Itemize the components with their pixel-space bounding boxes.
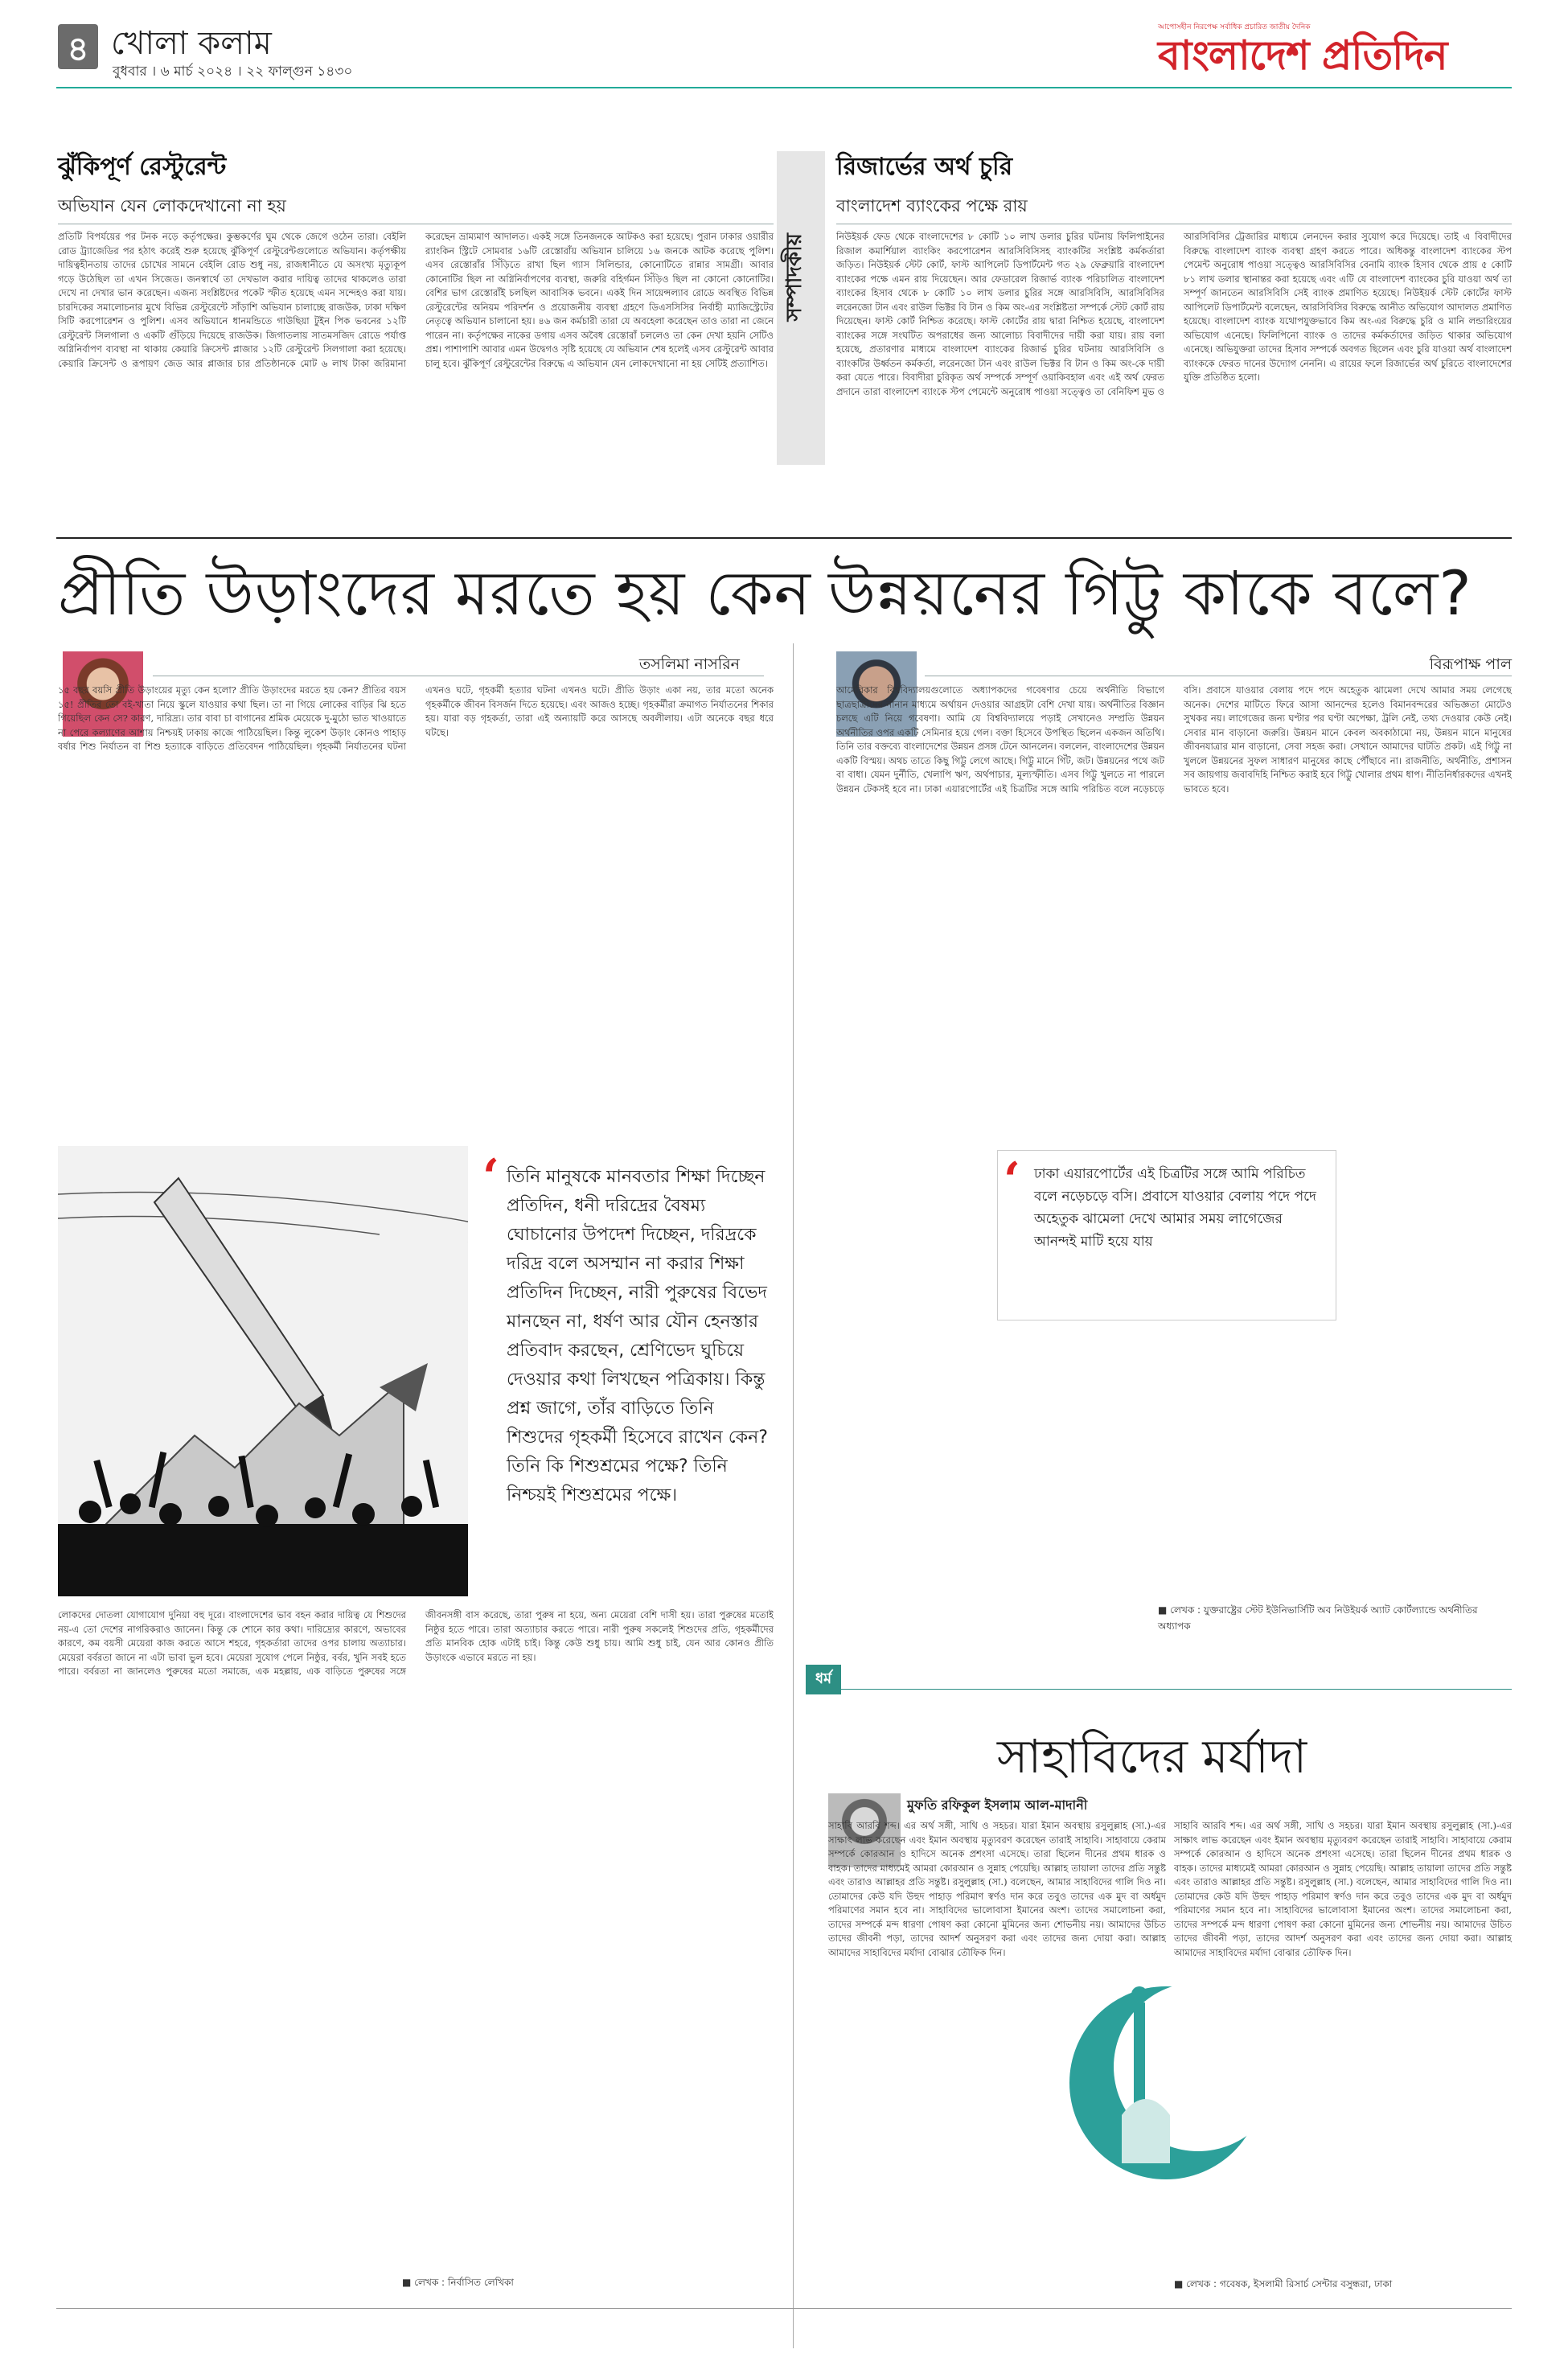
religion-headline: সাহাবিদের মর্যাদা [997, 1729, 1307, 1784]
center-column-rule [793, 643, 794, 2348]
pen-crowd-illustration [58, 1146, 468, 1596]
author-left-footer: ■ লেখক : নির্বাসিত লেখিকা [402, 2277, 514, 2288]
masthead-logo: বাংলাদেশ প্রতিদিন [1158, 32, 1447, 79]
religion-body-right: সাহাবি আরবি শব্দ। এর অর্থ সঙ্গী, সাথি ও সহচর। যারা ইমান অবস্থায় রসুলুল্লাহ (সা.)-এর সাক্ষাৎ লাভ করেছেন এবং ইমান অবস্থায় মৃত্যুবরণ করেছেন তারাই সাহাবি। সাহাবায়ে কেরাম সম্পর্কে কোরআন ও হাদিসে অনেক প্রশংসা এসেছে। তারা ছিলেন দীনের প্রথম ধারক ও বাহক। তাদের মাধ্যমেই আমরা কোরআন ও সুন্নাহ পেয়েছি। আল্লাহ তায়ালা তাদের প্রতি সন্তুষ্ট এবং তারাও আল্লাহর প্রতি সন্তুষ্ট। রসুলুল্লাহ (সা.) বলেছেন, আমার সাহাবিদের গালি দিও না। তোমাদের কেউ যদি উহুদ পাহাড় পরিমাণ স্বর্ণও দান করে তবুও তাদের এক মুদ বা অর্ধমুদ পরিমাণের সমান হবে না। সাহাবিদের ভালোবাসা ইমানের অংশ। তাদের সমালোচনা করা, তাদের সম্পর্কে মন্দ ধারণা পোষণ করা কোনো মুমিনের জন্য শোভনীয় নয়। আমাদের উচিত তাদের জীবনী পড়া, তাদের আদর্শ অনুসরণ করা এবং তাদের জন্য দোয়া করা। আল্লাহ আমাদের সাহাবিদের মর্যাদা বোঝার তৌফিক দিন। [1174, 1820, 1512, 1958]
illustration-pen-cartoon [58, 1146, 468, 1596]
religion-author: মুফতি রফিকুল ইসলাম আল-মাদানী [907, 1797, 1088, 1813]
article-right-body: আমেরিকার বিশ্ববিদ্যালয়গুলোতে অধ্যাপকদের গবেষণার চেয়ে অর্থনীতি বিভাগে ছাত্রছাত্রীদের নানান মাধ্যমে অর্থায়ন দেওয়ার আগ্রহটা বেশি দেখা যায়। অর্থনীতির বিজ্ঞান চলছে এটি নিয়ে গবেষণা। আমি যে বিশ্ববিদ্যালয়ে পড়াই সেখানেও সম্প্রতি উন্নয়ন অর্থনীতির ওপর একটি সেমিনার হয়ে গেল। বক্তা হিসেবে উপস্থিত ছিলেন একজন অতিথি। তিনি তার বক্তব্যে বাংলাদেশের উন্নয়ন প্রসঙ্গ টেনে আনলেন। বললেন, বাংলাদেশের উন্নয়ন একটি বিস্ময়। অথচ তাতে কিছু গিট্টু লেগে আছে। গিট্টু মানে গিঁট, জট। উন্নয়নের পথে জট বা বাধা। যেমন দুর্নীতি, খেলাপি ঋণ, অর্থপাচার, মূল্যস্ফীতি। এসব গিট্টু খুলতে না পারলে উন্নয়ন টেকসই হবে না। ঢাকা এয়ারপোর্টের এই চিত্রটির সঙ্গে আমি পরিচিত বলে নড়েচড়ে বসি। প্রবাসে যাওয়ার বেলায় পদে পদে অহেতুক ঝামেলা দেখে আমার সময় লেগেছে অনেক। দেশের মাটিতে ফিরে আসা আনন্দের হলেও বিমানবন্দরের অভিজ্ঞতা মোটেও সুখকর নয়। লাগেজের জন্য ঘণ্টার পর ঘণ্টা অপেক্ষা, ট্রলি নেই, তথ্য দেওয়ার কেউ নেই। সেবার মান বাড়ানো জরুরি। উন্নয়ন মানে কেবল অবকাঠামো নয়, উন্নয়ন মানে মানুষের জীবনযাত্রার মান বাড়ানো, সেবা সহজ করা। সেখানে আমাদের ঘাটতি প্রকট। এই গিট্টু না খুললে উন্নয়নের সুফল সাধারণ মানুষের কাছে পৌঁছাবে না। রাজনীতি, অর্থনীতি, প্রশাসন সব জায়গায় জবাবদিহি নিশ্চিত করাই হবে গিট্টু খোলার প্রথম ধাপ। নীতিনির্ধারকদের এখনই ভাবতে হবে। [836, 684, 1512, 795]
editorial-right-subtitle: বাংলাদেশ ব্যাংকের পক্ষে রায় [836, 196, 1028, 216]
quote-mark-right: ‘ [1004, 1152, 1020, 1209]
page-bottom-rule [56, 2308, 1512, 2309]
editorial-label: সম্পাদকীয় [782, 233, 807, 322]
date-line: বুধবার । ৬ মার্চ ২০২৪ । ২২ ফাল্গুন ১৪৩০ [113, 64, 353, 80]
religion-top-rule [806, 1689, 1512, 1690]
article-left-body-bottom: লোকদের দোতলা যোগাযোগ দুনিয়া বহু দূরে। বাংলাদেশের ভাব বহন করার দায়িত্ব যে শিশুদের নয়-এ তো দেশের নাগরিকরাও জানেন। কিন্তু কে শোনে কার কথা। দারিদ্র্যের কারণে, অভাবের কারণে, কম বয়সী মেয়েরা কাজ করতে আসে শহরে, গৃহকর্তারা তাদের ওপর চালায় অত্যাচার। মেয়েরা বর্বরতা জানে না এটা ভাবা ভুল হবে। মেয়েরা সুযোগ পেলে নিষ্ঠুর, বর্বর, খুনি সবই হতে পারে। বর্বরতা না জানলেও পুরুষের মতো সমাজে, এক মহল্লায়, এক বাড়িতে পুরুষের সঙ্গে জীবনসঙ্গী বাস করেছে, তারা পুরুষ না হয়ে, অন্য মেয়েরা বেশি দাসী হয়। তারা পুরুষের মতোই নিষ্ঠুর হতে পারে। তারা অত্যাচার করতে পারে। নারী পুরুষ সকলেই শিশুদের প্রতি, গৃহকর্মীদের প্রতি মানবিক হোক এটাই চাই। কিন্তু কেউ শুধু চায়। আমি শুধু চাই, যেন আর কোনও প্রীতি উড়াংকে এভাবে মরতে না হয়। [58, 1609, 774, 1677]
editorial-right-body: নিউইয়র্ক ফেড থেকে বাংলাদেশের ৮ কোটি ১০ লাখ ডলার চুরির ঘটনায় ফিলিপাইনের রিজাল কমার্শিয়াল ব্যাংকিং করপোরেশন আরসিবিসিসহ ব্যাংকটির সংশ্লিষ্ট কর্মকর্তারা জড়িত। নিউইয়র্ক স্টেট কোর্ট, ফাস্ট আপিলেট ডিপার্টমেন্ট গত ২৯ ফেব্রুয়ারি বাংলাদেশ ব্যাংকের পক্ষে এমন রায় দিয়েছেন। আর ফেডারেল রিজার্ভ ব্যাংক পরিচালিত বাংলাদেশ ব্যাংকের হিসাব থেকে ৮ কোটি ১০ লাখ ডলার চুরির সঙ্গে আরসিবিসি, আরসিবিসির লরেনজো টান এবং রাউল ভিক্টর বি টান ও কিম অং-এর সংশ্লিষ্টতা সম্পর্কে স্টেট কোর্ট রায় দিয়েছেন। ফাস্ট কোর্ট নিশ্চিত করেছে। ফাস্ট কোর্টের রায় দ্বারা নিশ্চিত হয়েছে, বাংলাদেশ ব্যাংকের সঙ্গে সংঘটিত অপরাধের জন্য আলোচ্য বিবাদীদের দায়ী করা যায়। রায় বলা হয়েছে, প্রতারণার মাধ্যমে বাংলাদেশ ব্যাংকের রিজার্ভ চুরির ঘটনায় আরসিবিসি ও ব্যাংকটির উর্ধ্বতন কর্মকর্তা, লরেনজো টান এবং রাউল ভিক্টর বি টান ও কিম অং-কে দায়ী করা যেতে পারে। বিবাদীরা চুরিকৃত অর্থ সম্পর্কে সম্পূর্ণ ওয়াকিবহাল এবং এই অর্থ ফেরত প্রদানে তারা বাংলাদেশ ব্যাংকে স্টপ পেমেন্টে অনুরোধ পাওয়া সত্ত্বেও তা বেনিফিশ মুভ ও আরসিবিসির ট্রেজারির মাধ্যমে লেনদেন করার সুযোগ করে দিয়েছে। তাই এ বিবাদীদের বিরুদ্ধে বাংলাদেশ ব্যাংক ব্যবস্থা গ্রহণ করতে পারে। অধিকন্তু বাংলাদেশ ব্যাংকের স্টপ পেমেন্ট অনুরোধ পাওয়া সত্ত্বেও আরসিবিসির বেনামি ব্যাংক হিসাব থেকে প্রায় ৫ কোটি ৮১ লাখ ডলার স্থানান্তর করা হয়েছে এবং এটি যে বাংলাদেশ ব্যাংকের চুরি যাওয়া অর্থ তা সম্পূর্ণ জানতেন আরসিবিসি সেই ব্যাংক প্রমাণিত হয়েছে। নিউইয়র্ক স্টেট কোর্টের ফাস্ট আপিলেট ডিপার্টমেন্ট বলেছেন, আরসিবিসির বিরুদ্ধে আনীত অভিযোগ আদালত প্রমাণিত হয়েছে। বাংলাদেশ ব্যাংক যথোপযুক্তভাবে কিম অং-এর বিরুদ্ধে চুরি ও মানি লন্ডারিংয়ের অভিযোগ এনেছে। ফিলিপিনো ব্যাংক ও তাদের কর্মকর্তাদের জড়িত থাকার অভিযোগ এনেছে। অভিযুক্তরা তাদের হিসাব সম্পর্কে অবগত ছিলেন এবং চুরি যাওয়া অর্থ বাংলাদেশ ব্যাংককে ফেরত দানের উদ্যোগ নেননি। এ রায়ের ফলে রিজার্ভের অর্থ চুরিতে বাংলাদেশের যুক্তি প্রতিষ্ঠিত হলো। [836, 231, 1512, 397]
author-right-footer: ■ লেখক : যুক্তরাষ্ট্রের স্টেট ইউনিভার্সিটি অব নিউইয়র্ক অ্যাট কোর্টল্যান্ডে অর্থনীতির অধ্যাপক [1158, 1604, 1478, 1632]
editorial-left-subtitle: অভিযান যেন লোকদেখানো না হয় [58, 196, 286, 216]
author-left: তসলিমা নাসরিন [638, 655, 740, 673]
pull-quote-left: তিনি মানুষকে মানবতার শিক্ষা দিচ্ছেন প্রতিদিন, ধনী দরিদ্রের বৈষম্য ঘোচানোর উপদেশ দিচ্ছেন, দরিদ্রকে দরিদ্র বলে অসম্মান না করার শিক্ষা প্রতিদিন দিচ্ছেন, নারী পুরুষের বিভেদ মানছেন না, ধর্ষণ আর যৌন হেনস্তার প্রতিবাদ করছেন, শ্রেণিভেদ ঘুচিয়ে দেওয়ার কথা লিখছেন পত্রিকায়। কিন্তু প্রশ্ন জাগে, তাঁর বাড়িতে তিনি শিশুদের গৃহকর্মী হিসেবে রাখেন কেন? তিনি কি শিশুশ্রমের পক্ষে? তিনি নিশ্চয়ই শিশুশ্রমের পক্ষে। [507, 1167, 768, 1505]
editorial-right-title: রিজার্ভের অর্থ চুরি [836, 153, 1013, 181]
editorial-left-title: ঝুঁকিপূর্ণ রেস্টুরেন্ট [58, 153, 227, 181]
page-number: ৪ [67, 29, 89, 68]
article-right-headline: উন্নয়নের গিট্টু কাকে বলে? [828, 557, 1472, 629]
masthead-tagline: আপোসহীন নিরপেক্ষ সর্বাধিক প্রচারিত জাতীয় দৈনিক [1158, 23, 1311, 31]
author-right: বিরূপাক্ষ পাল [1429, 655, 1512, 673]
editorial-left-body: প্রতিটি বিপর্যয়ের পর টনক নড়ে কর্তৃপক্ষের। কুম্ভকর্ণের ঘুম থেকে জেগে ওঠেন তারা। বেইলি রোড ট্র্যাজেডির পর হঠাৎ করেই শুরু হয়েছে ঝুঁকিপূর্ণ রেস্টুরেন্টগুলোতে অভিযান। কর্তৃপক্ষীয় দায়িত্বহীনতায় তাদের চোখের সামনে বেইলি রোড শুধু নয়, রাজধানীতে যে অসংখ্য মৃত্যুকূপ গড়ে উঠেছিল তা এখন সিজেড। জনস্বার্থে তা দেখভাল করার দায়িত্ব তাদের থাকলেও তারা দেখে না দেখার ভান করেছেন। এজন্য সংশ্লিষ্টদের পকেট স্ফীত হয়েছে এমন সন্দেহও করা যায়। চারদিকের সমালোচনার মুখে বিভিন্ন রেস্টুরেন্টে সাঁড়াশি অভিযান চালাচ্ছে রাজউক, ঢাকা দক্ষিণ সিটি করপোরেশন ও পুলিশ। এসব অভিযানে ধানমন্ডিতে গাউছিয়া টুইন পিক ভবনের ১২টি রেস্টুরেন্ট সিলগালা ও একটি গুঁড়িয়ে দিয়েছে রাজউক। জিগাতলায় সাতমসজিদ রোডে পর্যাপ্ত অগ্নিনির্বাপণ ব্যবস্থা না থাকায় কেয়ারি ক্রিসেন্ট প্লাজার ১২টি রেস্টুরেন্ট সিলগালা করা হয়েছে। কেয়ারি ক্রিসেন্ট ও রূপায়ণ জেড আর প্লাজার চার প্রতিষ্ঠানকে মোট ৬ লাখ টাকা জরিমানা করেছেন ভ্রাম্যমাণ আদালত। একই সঙ্গে তিনজনকে আটকও করা হয়েছে। পুরান ঢাকার ওয়ারীর র‍্যাংকিন স্ট্রিটে সোমবার ১৬টি রেস্তোরাঁয় অভিযান চালিয়ে ১৬ জনকে আটক করেছে পুলিশ। এসব রেস্তোরাঁর সিঁড়িতে রাখা ছিল গ্যাস সিলিন্ডার, কোনোটিতে রান্নার সামগ্রী। আবার কোনোটির ছিল না অগ্নিনির্বাপণের ব্যবস্থা, জরুরি বহির্গমন সিঁড়িও ছিল না কোনো কোনোটির। বেশির ভাগ রেস্তোরাঁই চলছিল আবাসিক ভবনে। একই দিন সায়েন্সল্যাব রোডে অবস্থিত বিভিন্ন রেস্টুরেন্টের অনিয়ম পরিদর্শন ও প্রয়োজনীয় ব্যবস্থা গ্রহণে ডিএসসিসির নির্বাহী ম্যাজিস্ট্রেটের নেতৃত্বে অভিযান চালানো হয়। ৪৬ জন কর্মচারী তারা যে অবহেলা করেছেন তাও তারা না জেনে পারেন না। কর্তৃপক্ষের নাকের ডগায় এসব অবৈধ রেস্তোরাঁ চললেও তা কেন দেখা হয়নি সেটিও প্রশ্ন। পাশাপাশি আবার এমন উদ্বেগও সৃষ্টি হয়েছে যে অভিযান শেষ হলেই এসব রেস্টুরেন্ট আবার চালু হবে। ঝুঁকিপূর্ণ রেস্টুরেন্টের বিরুদ্ধে এ অভিযান যেন লোকদেখানো না হয় সেটিই প্রত্যাশিত। [58, 231, 774, 369]
section-title: খোলা কলাম [111, 25, 272, 62]
religion-footer: ■ লেখক : গবেষক, ইসলামী রিসার্চ সেন্টার বসুন্ধরা, ঢাকা [1174, 2278, 1393, 2290]
header-rule [56, 87, 1512, 88]
editorial-bottom-rule [56, 537, 1512, 539]
religion-label: ধর্ম [806, 1665, 841, 1694]
religion-body-left: সাহাবি আরবি শব্দ। এর অর্থ সঙ্গী, সাথি ও সহচর। যারা ইমান অবস্থায় রসুলুল্লাহ (সা.)-এর সাক্ষাৎ লাভ করেছেন এবং ইমান অবস্থায় মৃত্যুবরণ করেছেন তারাই সাহাবি। সাহাবায়ে কেরাম সম্পর্কে কোরআন ও হাদিসে অনেক প্রশংসা এসেছে। তারা ছিলেন দীনের প্রথম ধারক ও বাহক। তাদের মাধ্যমেই আমরা কোরআন ও সুন্নাহ পেয়েছি। আল্লাহ তায়ালা তাদের প্রতি সন্তুষ্ট এবং তারাও আল্লাহর প্রতি সন্তুষ্ট। রসুলুল্লাহ (সা.) বলেছেন, আমার সাহাবিদের গালি দিও না। তোমাদের কেউ যদি উহুদ পাহাড় পরিমাণ স্বর্ণও দান করে তবুও তাদের এক মুদ বা অর্ধমুদ পরিমাণের সমান হবে না। সাহাবিদের ভালোবাসা ইমানের অংশ। তাদের সমালোচনা করা, তাদের সম্পর্কে মন্দ ধারণা পোষণ করা কোনো মুমিনের জন্য শোভনীয় নয়। আমাদের উচিত তাদের জীবনী পড়া, তাদের আদর্শ অনুসরণ করা এবং তাদের জন্য দোয়া করা। আল্লাহ আমাদের সাহাবিদের মর্যাদা বোঝার তৌফিক দিন। [828, 1820, 1166, 1958]
pull-quote-right: ঢাকা এয়ারপোর্টের এই চিত্রটির সঙ্গে আমি পরিচিত বলে নড়েচড়ে বসি। প্রবাসে যাওয়ার বেলায় পদে পদে অহেতুক ঝামেলা দেখে আমার সময় লাগেজের আনন্দই মাটি হয়ে যায় [1034, 1166, 1316, 1250]
article-left-body-top: ১৫ বছর বয়সি প্রীতি উড়াংয়ের মৃত্যু কেন হলো? প্রীতি উড়াংদের মরতে হয় কেন? প্রীতির বয়স ১৫! প্রীতির তো বই-খাতা নিয়ে স্কুলে যাওয়ার কথা ছিল। তা না গিয়ে লোকের বাড়ির ঝি হতে গিয়েছিল কেন সে? কারণ, দারিদ্র্য। তার বাবা চা বাগানের শ্রমিক মেয়েকে দু-মুঠো ভাত খাওয়াতে না পেরে কল্যাণের আশায় নিশ্চয়ই ঢাকায় কাজে পাঠিয়েছিল। কিন্তু লুকেশ উড়াং কোনও পাহাড় বর্ষার শিশু নির্যাতন বা শিশু হত্যাকে বাড়িতে প্রতিবেদন পাঠিয়েছিল। গৃহকর্মী নির্যাতনের ঘটনা এখনও ঘটে, গৃহকর্মী হত্যার ঘটনা এখনও ঘটে। প্রীতি উড়াং একা নয়, তার মতো অনেক গৃহকর্মীকে জীবন বিসর্জন দিতে হয়েছে। এবং আজও হচ্ছে। গৃহকর্মীরা ক্রমাগত নির্যাতনের শিকার হয়। যারা বড় গৃহকর্তা, তারা এই অন্যায়টি করে আসছে অবলীলায়। এটা অনেকে বছর ধরে ঘটছে। [58, 684, 774, 752]
quote-mark-left: ‘ [482, 1149, 499, 1205]
article-left-headline: প্রীতি উড়াংদের মরতে হয় কেন [58, 557, 811, 629]
